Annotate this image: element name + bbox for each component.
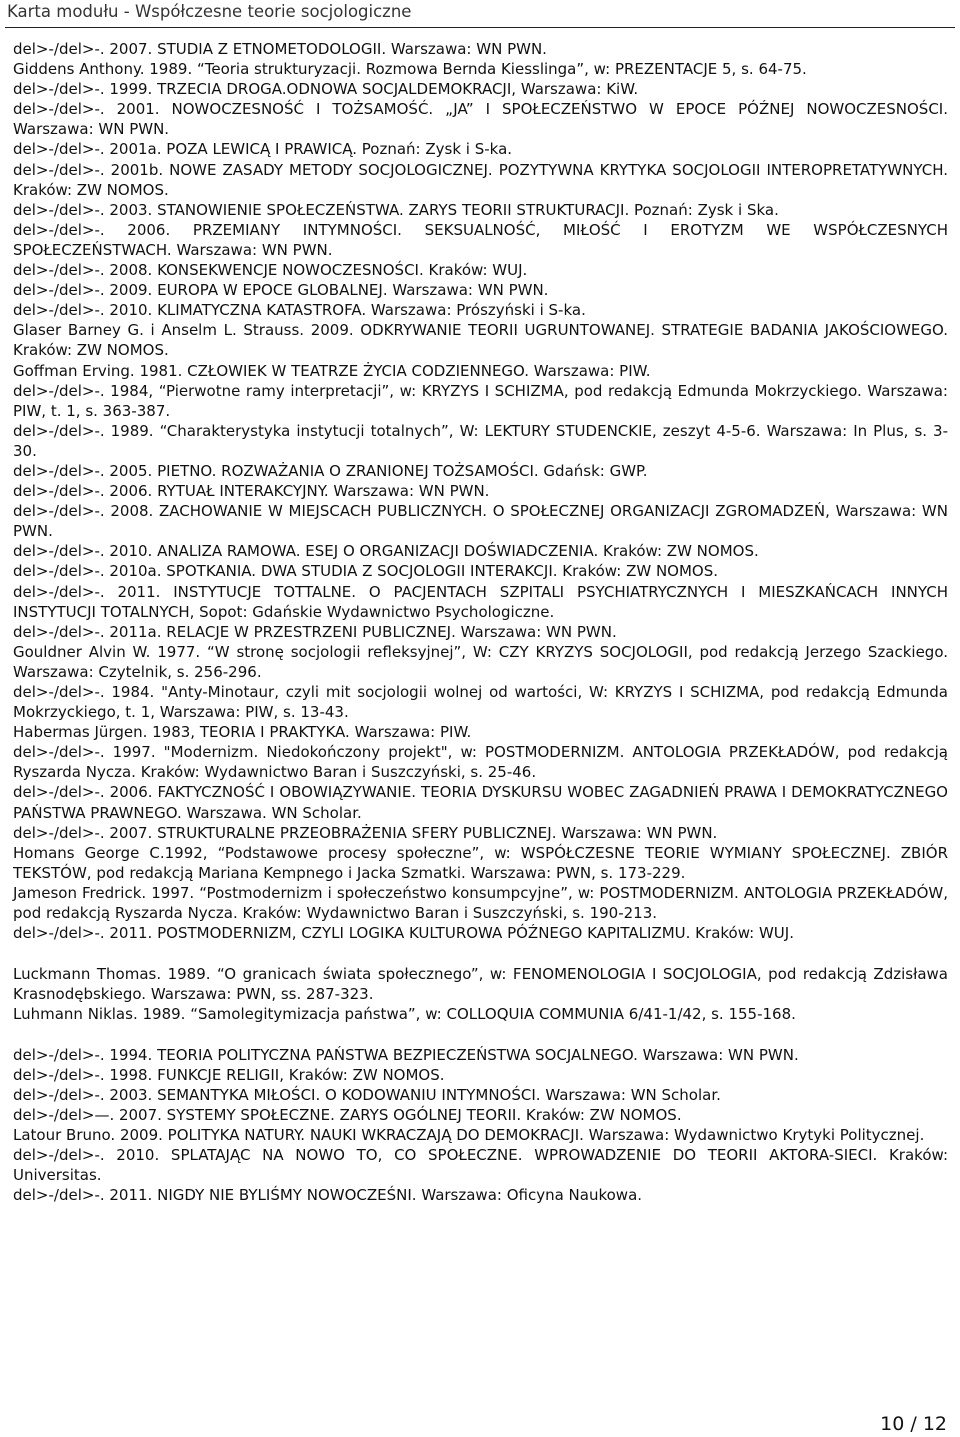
bibliography-entry: del>-/del>-. 2007. STUDIA Z ETNOMETODOLOGII. Warszawa: WN PWN.: [13, 40, 547, 58]
bibliography-entry: del>-/del>-. 2008. KONSEKWENCJE NOWOCZESNOŚCI. Kraków: WUJ.: [13, 261, 528, 280]
bibliography-entry: del>-/del>-. 2011a. RELACJE W PRZESTRZENI PUBLICZNEJ. Warszawa: WN PWN.: [13, 622, 617, 641]
bibliography-entry: del>-/del>-. 1984, “Pierwotne ramy interpretacji”, w: KRYZYS I SCHIZMA, pod redakcją Edmunda Mokrzyckiego. Warszawa: PIW, t. 1, s. 363-387.: [13, 381, 948, 420]
bibliography-entry: del>-/del>-. 1994. TEORIA POLITYCZNA PAŃSTWA BEZPIECZEŃSTWA SOCJALNEGO. Warszawa: WN PWN.: [13, 1045, 799, 1064]
bibliography-entry: del>-/del>—. 2007. SYSTEMY SPOŁECZNE. ZARYS OGÓLNEJ TEORII. Kraków: ZW NOMOS.: [13, 1105, 682, 1124]
bibliography-entry: del>-/del>-. 2006. FAKTYCZNOŚĆ I OBOWIĄZYWANIE. TEORIA DYSKURSU WOBEC ZAGADNIEŃ PRAWA I DEMOKRATYCZNEGO PAŃSTWA PRAWNEGO. Warszawa. WN Scholar.: [13, 783, 948, 822]
bibliography-entry: del>-/del>-. 2011. NIGDY NIE BYLIŚMY NOWOCZEŚNI. Warszawa: Oficyna Naukowa.: [13, 1186, 643, 1205]
bibliography-entry: del>-/del>-. 2007. STRUKTURALNE PRZEOBRAŻENIA SFERY PUBLICZNEJ. Warszawa: WN PWN.: [13, 823, 718, 842]
bibliography-entry: del>-/del>-. 2005. PIETNO. ROZWAŻANIA O ZRANIONEJ TOŻSAMOŚCI. Gdańsk: GWP.: [13, 461, 648, 480]
bibliography-entry: Gouldner Alvin W. 1977. “W stronę socjologii refleksyjnej”, W: CZY KRYZYS SOCJOLOGII, pod redakcją Jerzego Szackiego. Warszawa: Czytelnik, s. 256-296.: [13, 642, 948, 681]
bibliography-entry: del>-/del>-. 2011. INSTYTUCJE TOTTALNE. O PACJENTACH SZPITALI PSYCHIATRYCZNYCH I MIESZKAŃCACH INNYCH INSTYTUCJI TOTALNYCH, Sopot: Gdańskie Wydawnictwo Psychologiczne.: [13, 582, 948, 621]
bibliography-entry: Goffman Erving. 1981. CZŁOWIEK W TEATRZE ŻYCIA CODZIENNEGO. Warszawa: PIW.: [13, 361, 651, 380]
page-number: 10 / 12: [880, 1413, 947, 1435]
bibliography-entry: del>-/del>-. 1998. FUNKCJE RELIGII, Kraków: ZW NOMOS.: [13, 1065, 445, 1084]
bibliography-entry: Glaser Barney G. i Anselm L. Strauss. 2009. ODKRYWANIE TEORII UGRUNTOWANEJ. STRATEGIE BADANIA JAKOŚCIOWEGO. Kraków: ZW NOMOS.: [13, 321, 948, 360]
bibliography-entry: Luhmann Niklas. 1989. “Samolegitymizacja państwa”, w: COLLOQUIA COMMUNIA 6/41-1/42, s. 155-168.: [13, 1004, 796, 1023]
bibliography-entry: del>-/del>-. 2010. ANALIZA RAMOWA. ESEJ O ORGANIZACJI DOŚWIADCZENIA. Kraków: ZW NOMOS.: [13, 542, 759, 561]
bibliography-entry: del>-/del>-. 1997. "Modernizm. Niedokończony projekt", w: POSTMODERNIZM. ANTOLOGIA PRZEKŁADÓW, pod redakcją Ryszarda Nycza. Kraków: Wydawnictwo Baran i Suszczyński, s. 25-46.: [13, 743, 948, 782]
bibliography-entry: del>-/del>-. 2001a. POZA LEWICĄ I PRAWICĄ. Poznań: Zysk i S-ka.: [13, 140, 513, 159]
bibliography-entry: del>-/del>-. 2001b. NOWE ZASADY METODY SOCJOLOGICZNEJ. POZYTYWNA KRYTYKA SOCJOLOGII INTEROPRETATYWNYCH. Kraków: ZW NOMOS.: [13, 160, 948, 199]
bibliography-entry: del>-/del>-. 2006. PRZEMIANY INTYMNOŚCI. SEKSUALNOŚĆ, MIŁOŚĆ I EROTYZM WE WSPÓŁCZESNYCH SPOŁECZEŃSTWACH. Warszawa: WN PWN.: [13, 220, 948, 259]
bibliography-entry: del>-/del>-. 2001. NOWOCZESNOŚĆ I TOŻSAMOŚĆ. „JA” I SPOŁECZEŃSTWO W EPOCE PÓŹNEJ NOWOCZESNOŚCI. Warszawa: WN PWN.: [13, 100, 948, 139]
bibliography-entry: Luckmann Thomas. 1989. “O granicach świata społecznego”, w: FENOMENOLOGIA I SOCJOLOGIA, pod redakcją Zdzisława Krasnodębskiego. Warszawa: PWN, ss. 287-323.: [13, 964, 948, 1003]
bibliography-entry: del>-/del>-. 2009. EUROPA W EPOCE GLOBALNEJ. Warszawa: WN PWN.: [13, 281, 549, 300]
bibliography-entry: Homans George C.1992, “Podstawowe procesy społeczne”, w: WSPÓŁCZESNE TEORIE WYMIANY SPOŁECZNEJ. ZBIÓR TEKSTÓW, pod redakcją Mariana Kempnego i Jacka Szmatki. Warszawa: PWN, s. 173-229.: [13, 843, 948, 882]
bibliography-entry: Giddens Anthony. 1989. “Teoria strukturyzacji. Rozmowa Bernda Kiesslinga”, w: PREZENTACJE 5, s. 64-75.: [13, 60, 807, 79]
bibliography-entry: del>-/del>-. 1999. TRZECIA DROGA.ODNOWA SOCJALDEMOKRACJI, Warszawa: KiW.: [13, 80, 639, 99]
bibliography-entry: Jameson Fredrick. 1997. “Postmodernizm i społeczeństwo konsumpcyjne”, w: POSTMODERNIZM. ANTOLOGIA PRZEKŁADÓW, pod redakcją Ryszarda Nycza. Kraków: Wydawnictwo Baran i Suszczyński, s. 190-213.: [13, 883, 948, 923]
bibliography-entry: del>-/del>-. 1989. “Charakterystyka instytucji totalnych”, W: LEKTURY STUDENCKIE, zeszyt 4-5-6. Warszawa: In Plus, s. 3-30.: [13, 421, 948, 460]
bibliography-entry: del>-/del>-. 2010. KLIMATYCZNA KATASTROFA. Warszawa: Prószyński i S-ka.: [13, 301, 586, 320]
bibliography-entry: del>-/del>-. 2003. STANOWIENIE SPOŁECZEŃSTWA. ZARYS TEORII STRUKTURACJI. Poznań: Zysk i Ska.: [13, 200, 779, 219]
bibliography-entry: del>-/del>-. 2003. SEMANTYKA MIŁOŚCI. O KODOWANIU INTYMNOŚCI. Warszawa: WN Scholar.: [13, 1085, 721, 1104]
page-header: [5, 0, 955, 28]
bibliography-list: [13, 39, 948, 1205]
bibliography-entry: del>-/del>-. 2011. POSTMODERNIZM, CZYLI LOGIKA KULTUROWA PÓŹNEGO KAPITALIZMU. Kraków: WUJ.: [13, 924, 794, 943]
document-title: Karta modułu - Współczesne teorie socjologiczne: [7, 2, 412, 21]
bibliography-entry: del>-/del>-. 2010. SPLATAJĄC NA NOWO TO, CO SPOŁECZNE. WPROWADZENIE DO TEORII AKTORA-SIECI. Kraków: Universitas.: [13, 1145, 948, 1185]
bibliography-entry: Latour Bruno. 2009. POLITYKA NATURY. NAUKI WKRACZAJĄ DO DEMOKRACJI. Warszawa: Wydawnictwo Krytyki Politycznej.: [13, 1125, 925, 1144]
bibliography-entry: Habermas Jürgen. 1983, TEORIA I PRAKTYKA. Warszawa: PIW.: [13, 723, 472, 742]
bibliography-entry: del>-/del>-. 2006. RYTUAŁ INTERAKCYJNY. Warszawa: WN PWN.: [13, 482, 490, 501]
bibliography-entry: del>-/del>-. 2010a. SPOTKANIA. DWA STUDIA Z SOCJOLOGII INTERAKCJI. Kraków: ZW NOMOS.: [13, 562, 719, 581]
bibliography-entry: del>-/del>-. 2008. ZACHOWANIE W MIEJSCACH PUBLICZNYCH. O SPOŁECZNEJ ORGANIZACJI ZGROMADZEŃ, Warszawa: WN PWN.: [13, 502, 948, 541]
bibliography-entry: del>-/del>-. 1984. "Anty-Minotaur, czyli mit socjologii wolnej od wartości, W: KRYZYS I SCHIZMA, pod redakcją Edmunda Mokrzyckiego, t. 1, Warszawa: PIW, s. 13-43.: [13, 683, 948, 722]
